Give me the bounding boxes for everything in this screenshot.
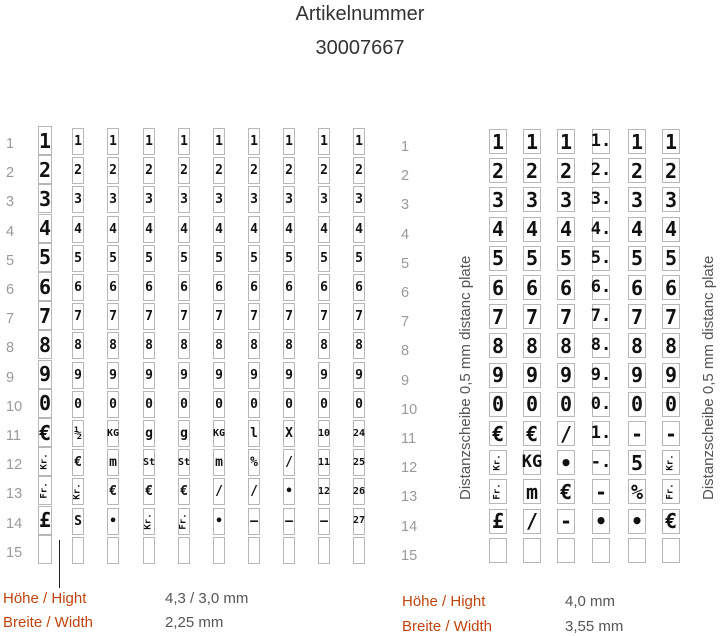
left-band-1-char: € <box>38 418 52 447</box>
right-band-4-char: 0. <box>592 392 610 417</box>
left-band-1-char: Kr. <box>38 447 52 476</box>
left-band-7-char: l <box>248 420 260 447</box>
left-band-6-char: / <box>213 478 225 505</box>
left-band-4-char: 1 <box>143 128 155 155</box>
right-band-5-char: 9 <box>628 363 646 388</box>
left-band-1-char: 7 <box>38 301 52 330</box>
left-band-1-char: 8 <box>38 330 52 359</box>
left-band-10-char: 6 <box>353 274 365 301</box>
right-row-number: 1 <box>401 139 410 155</box>
right-band-1-char: € <box>489 421 507 446</box>
right-band-3-char <box>557 538 575 563</box>
right-band-2-char: m <box>523 479 541 504</box>
left-band-5-char <box>178 537 190 564</box>
right-band-6-char <box>662 538 680 563</box>
left-row-number: 3 <box>6 194 15 211</box>
right-band-5-char: 8 <box>628 333 646 358</box>
left-band-5-char: St <box>178 449 190 476</box>
left-band-2-char: 3 <box>72 186 84 213</box>
right-band-4-char: 2. <box>592 158 610 183</box>
left-band-4-char: 5 <box>143 245 155 272</box>
page-title: Artikelnummer <box>295 3 425 25</box>
left-band-6-char: KG <box>213 420 225 447</box>
left-row-number: 4 <box>6 223 15 240</box>
left-band-7-char: 4 <box>248 216 260 243</box>
right-band-4-char: 5. <box>592 246 610 271</box>
left-band-2-char: 0 <box>72 391 84 418</box>
left-band-4-char: 0 <box>143 391 155 418</box>
left-height-label: Höhe / Hight <box>3 590 87 607</box>
right-band-3-char: 2 <box>557 158 575 183</box>
left-row-number: 14 <box>6 515 23 532</box>
left-band-8-char: 3 <box>283 186 295 213</box>
right-band-1-char <box>489 538 507 563</box>
right-row-number: 6 <box>401 285 410 301</box>
left-band-9-char: 3 <box>318 186 330 213</box>
left-band-5-char: 1 <box>178 128 190 155</box>
left-band-6-char <box>213 537 225 564</box>
left-band-7-char: 5 <box>248 245 260 272</box>
left-row-number: 1 <box>6 136 15 152</box>
left-band-1-char: 9 <box>38 360 52 389</box>
left-band-4-char: 8 <box>143 332 155 359</box>
left-band-4-char: 7 <box>143 303 155 330</box>
right-band-2-char: 8 <box>523 333 541 358</box>
left-band-6-char: 4 <box>213 216 225 243</box>
right-band-3-char: 0 <box>557 392 575 417</box>
left-band-3-char: m <box>107 449 119 476</box>
left-height-value: 4,3 / 3,0 mm <box>165 590 249 607</box>
right-band-1-char: 9 <box>489 363 507 388</box>
left-band-1-char <box>38 535 52 564</box>
left-band-3-char: 5 <box>107 245 119 272</box>
left-band-7-char: % <box>248 449 260 476</box>
left-band-10-char: 4 <box>353 216 365 243</box>
left-band-6-char: 9 <box>213 362 225 389</box>
left-band-2-char: 4 <box>72 216 84 243</box>
right-band-6-char: 1 <box>662 129 680 154</box>
right-row-number: 8 <box>401 343 410 360</box>
right-row-number: 9 <box>401 372 410 389</box>
left-band-2-char: 1 <box>72 128 84 155</box>
right-row-number: 15 <box>401 547 418 564</box>
left-band-7-char: / <box>248 478 260 505</box>
left-band-4-char: 4 <box>143 216 155 243</box>
right-band-5-char: 4 <box>628 217 646 242</box>
right-band-1-char: 2 <box>489 158 507 183</box>
right-band-3-char: 3 <box>557 187 575 212</box>
right-band-5-char: - <box>628 421 646 446</box>
right-band-5-char <box>628 538 646 563</box>
right-row-number: 13 <box>401 489 418 506</box>
right-row-number: 4 <box>401 226 410 243</box>
left-band-10-char: 1 <box>353 128 365 155</box>
left-band-8-char: 1 <box>283 128 295 155</box>
left-band-10-char: 2 <box>353 157 365 184</box>
left-band-3-char: 7 <box>107 303 119 330</box>
left-band-1-char: Fr. <box>38 476 52 505</box>
right-band-3-char: 4 <box>557 217 575 242</box>
left-band-8-char: X <box>283 420 295 447</box>
left-band-2-char: 5 <box>72 245 84 272</box>
left-band-4-char: € <box>143 478 155 505</box>
right-row-number: 2 <box>401 168 410 185</box>
left-band-9-char: 2 <box>318 157 330 184</box>
left-band-4-char: 9 <box>143 362 155 389</box>
right-band-4-char: -. <box>592 450 610 475</box>
right-band-3-char: 5 <box>557 246 575 271</box>
left-band-9-char: – <box>318 508 330 535</box>
left-band-1-char: 5 <box>38 243 52 272</box>
right-band-4-char: 3. <box>592 187 610 212</box>
left-band-6-char: 1 <box>213 128 225 155</box>
right-band-1-char: 7 <box>489 304 507 329</box>
left-band-4-char: 6 <box>143 274 155 301</box>
left-band-2-char: € <box>72 449 84 476</box>
left-band-10-char: 8 <box>353 332 365 359</box>
left-band-7-char: 7 <box>248 303 260 330</box>
left-band-2-char: S <box>72 508 84 535</box>
left-band-9-char: 0 <box>318 391 330 418</box>
right-band-4-char: 4. <box>592 217 610 242</box>
left-band-1-char: 1 <box>38 126 52 155</box>
left-band-2-char: 7 <box>72 303 84 330</box>
right-row-number: 5 <box>401 255 410 272</box>
left-row-number: 9 <box>6 369 15 386</box>
right-band-5-char: 1 <box>628 129 646 154</box>
right-width-label: Breite / Width <box>402 618 493 635</box>
right-band-3-char: € <box>557 479 575 504</box>
right-band-6-char: € <box>662 509 680 534</box>
right-band-4-char: 8. <box>592 333 610 358</box>
right-row-number: 7 <box>401 314 410 331</box>
left-band-6-char: 0 <box>213 391 225 418</box>
left-band-9-char: 11 <box>318 449 330 476</box>
left-band-8-char: / <box>283 449 295 476</box>
left-band-10-char: 5 <box>353 245 365 272</box>
left-band-6-char: 3 <box>213 186 225 213</box>
left-band-10-char <box>353 537 365 564</box>
right-band-2-char: 7 <box>523 304 541 329</box>
left-band-2-char: 6 <box>72 274 84 301</box>
left-band-10-char: 26 <box>353 478 365 505</box>
left-band-1-char: 2 <box>38 155 52 184</box>
right-band-1-char: Fr. <box>489 479 507 504</box>
left-band-3-char: 0 <box>107 391 119 418</box>
left-band-5-char: 3 <box>178 186 190 213</box>
right-row-number: 11 <box>401 431 417 447</box>
left-band-6-char: 2 <box>213 157 225 184</box>
right-band-2-char: 4 <box>523 217 541 242</box>
right-band-6-char: 5 <box>662 246 680 271</box>
left-band-8-char <box>283 537 295 564</box>
left-band-5-char: 0 <box>178 391 190 418</box>
left-band-7-char: 2 <box>248 157 260 184</box>
right-band-2-char <box>523 538 541 563</box>
right-band-2-char: 6 <box>523 275 541 300</box>
left-band-5-char: 7 <box>178 303 190 330</box>
left-band-9-char: 10 <box>318 420 330 447</box>
right-band-4-char: 9. <box>592 363 610 388</box>
right-band-4-char <box>592 538 610 563</box>
right-band-1-char: Kr. <box>489 450 507 475</box>
left-band-2-char: Kr. <box>72 478 84 505</box>
right-band-2-char: 3 <box>523 187 541 212</box>
left-band-7-char <box>248 537 260 564</box>
left-band-8-char: 7 <box>283 303 295 330</box>
right-band-4-char: 1. <box>592 129 610 154</box>
left-band-6-char: 6 <box>213 274 225 301</box>
right-width-value: 3,55 mm <box>565 618 624 635</box>
right-row-number: 10 <box>401 401 418 418</box>
right-band-1-char: 4 <box>489 217 507 242</box>
left-row-number: 2 <box>6 165 15 182</box>
left-band-5-char: 9 <box>178 362 190 389</box>
left-band-2-char: 2 <box>72 157 84 184</box>
left-band-3-char: • <box>107 508 119 535</box>
right-band-6-char: 8 <box>662 333 680 358</box>
right-band-1-char: 8 <box>489 333 507 358</box>
left-band-8-char: 5 <box>283 245 295 272</box>
left-band-2-char: 9 <box>72 362 84 389</box>
left-band-1-char: 6 <box>38 272 52 301</box>
left-band-10-char: 9 <box>353 362 365 389</box>
left-row-number: 13 <box>6 486 23 503</box>
left-band-5-char: g <box>178 420 190 447</box>
left-band-9-char <box>318 537 330 564</box>
left-band-8-char: • <box>283 478 295 505</box>
right-band-3-char: 6 <box>557 275 575 300</box>
right-band-6-char: Kr. <box>662 450 680 475</box>
left-band-3-char: € <box>107 478 119 505</box>
left-band-9-char: 4 <box>318 216 330 243</box>
right-band-6-char: 7 <box>662 304 680 329</box>
left-band-9-char: 1 <box>318 128 330 155</box>
right-band-3-char: • <box>557 450 575 475</box>
left-band-8-char: 6 <box>283 274 295 301</box>
left-band-1-char: 4 <box>38 214 52 243</box>
left-band-5-char: 5 <box>178 245 190 272</box>
left-band-3-char: KG <box>107 420 119 447</box>
right-band-5-char: • <box>628 509 646 534</box>
right-row-number: 12 <box>401 460 418 477</box>
left-band-3-char: 4 <box>107 216 119 243</box>
right-band-2-char: 5 <box>523 246 541 271</box>
left-band-9-char: 12 <box>318 478 330 505</box>
left-band-10-char: 24 <box>353 420 365 447</box>
left-band-3-char: 3 <box>107 186 119 213</box>
right-band-2-char: 0 <box>523 392 541 417</box>
left-band-9-char: 6 <box>318 274 330 301</box>
right-band-6-char: Fr. <box>662 479 680 504</box>
left-row-number: 11 <box>6 428 22 444</box>
right-band-5-char: 2 <box>628 158 646 183</box>
right-band-3-char: 9 <box>557 363 575 388</box>
left-width-value: 2,25 mm <box>165 614 224 631</box>
left-band-8-char: 9 <box>283 362 295 389</box>
right-band-4-char: 6. <box>592 275 610 300</box>
left-band-5-char: 8 <box>178 332 190 359</box>
left-band-8-char: – <box>283 508 295 535</box>
left-band-3-char: 6 <box>107 274 119 301</box>
right-band-4-char: - <box>592 479 610 504</box>
right-row-number: 14 <box>401 518 418 535</box>
right-band-5-char: 3 <box>628 187 646 212</box>
left-band-6-char: 8 <box>213 332 225 359</box>
left-width-label: Breite / Width <box>3 614 94 631</box>
left-band-10-char: 25 <box>353 449 365 476</box>
left-band-7-char: 0 <box>248 391 260 418</box>
right-band-2-char: KG <box>523 450 541 475</box>
left-band-4-char: St <box>143 449 155 476</box>
left-band-7-char: – <box>248 508 260 535</box>
right-band-5-char: 6 <box>628 275 646 300</box>
right-band-2-char: 9 <box>523 363 541 388</box>
left-band-4-char: g <box>143 420 155 447</box>
left-row-number: 6 <box>6 282 15 298</box>
left-band-5-char: 6 <box>178 274 190 301</box>
left-band-4-char: Kr. <box>143 508 155 535</box>
right-band-1-char: 6 <box>489 275 507 300</box>
left-band-2-char: 8 <box>72 332 84 359</box>
left-band-10-char: 7 <box>353 303 365 330</box>
left-band-2-char <box>72 537 84 564</box>
right-band-5-char: 7 <box>628 304 646 329</box>
left-band-9-char: 7 <box>318 303 330 330</box>
right-row-number: 3 <box>401 197 410 214</box>
right-band-1-char: 0 <box>489 392 507 417</box>
left-row-number: 10 <box>6 398 23 415</box>
right-band-5-char: 5 <box>628 450 646 475</box>
distance-plate-label-left: Distanzscheibe 0,5 mm distanc plate <box>457 255 474 500</box>
left-band-6-char: • <box>213 508 225 535</box>
right-band-6-char: 2 <box>662 158 680 183</box>
right-band-1-char: 5 <box>489 246 507 271</box>
left-band-3-char: 9 <box>107 362 119 389</box>
left-band-3-char <box>107 537 119 564</box>
right-band-3-char: 7 <box>557 304 575 329</box>
right-band-6-char: 6 <box>662 275 680 300</box>
left-band-6-char: m <box>213 449 225 476</box>
right-band-6-char: 4 <box>662 217 680 242</box>
left-band-7-char: 1 <box>248 128 260 155</box>
left-band-5-char: 4 <box>178 216 190 243</box>
right-band-6-char: - <box>662 421 680 446</box>
left-band-7-char: 9 <box>248 362 260 389</box>
left-row-number: 15 <box>6 544 23 561</box>
left-row-number: 7 <box>6 311 15 328</box>
right-band-4-char: 7. <box>592 304 610 329</box>
left-band-5-char: Fr. <box>178 508 190 535</box>
left-band-9-char: 8 <box>318 332 330 359</box>
left-band-9-char: 9 <box>318 362 330 389</box>
left-band-4-char: 3 <box>143 186 155 213</box>
left-band-3-char: 2 <box>107 157 119 184</box>
left-row-number: 5 <box>6 252 15 269</box>
right-band-6-char: 9 <box>662 363 680 388</box>
left-band-8-char: 2 <box>283 157 295 184</box>
left-band-8-char: 4 <box>283 216 295 243</box>
right-band-1-char: 1 <box>489 129 507 154</box>
right-band-3-char: / <box>557 421 575 446</box>
left-band-8-char: 0 <box>283 391 295 418</box>
left-band-4-char <box>143 537 155 564</box>
left-band-2-char: ½ <box>72 420 84 447</box>
right-band-1-char: 3 <box>489 187 507 212</box>
right-band-6-char: 0 <box>662 392 680 417</box>
right-height-label: Höhe / Hight <box>402 593 486 610</box>
height-pointer-line <box>59 540 60 588</box>
right-band-4-char: • <box>592 509 610 534</box>
right-band-2-char: 2 <box>523 158 541 183</box>
left-band-3-char: 8 <box>107 332 119 359</box>
left-band-1-char: 3 <box>38 184 52 213</box>
right-band-5-char: 0 <box>628 392 646 417</box>
right-band-6-char: 3 <box>662 187 680 212</box>
right-band-2-char: / <box>523 509 541 534</box>
right-band-3-char: 8 <box>557 333 575 358</box>
left-band-7-char: 8 <box>248 332 260 359</box>
left-band-1-char: £ <box>38 506 52 535</box>
right-band-2-char: 1 <box>523 129 541 154</box>
left-row-number: 12 <box>6 457 23 474</box>
distance-plate-label-right: Distanzscheibe 0,5 mm distanc plate <box>700 255 717 500</box>
left-band-10-char: 0 <box>353 391 365 418</box>
left-row-number: 8 <box>6 340 15 357</box>
right-height-value: 4,0 mm <box>565 593 616 610</box>
right-band-5-char: 5 <box>628 246 646 271</box>
left-band-5-char: € <box>178 478 190 505</box>
left-band-7-char: 6 <box>248 274 260 301</box>
left-band-10-char: 3 <box>353 186 365 213</box>
right-band-2-char: € <box>523 421 541 446</box>
left-band-7-char: 3 <box>248 186 260 213</box>
left-band-4-char: 2 <box>143 157 155 184</box>
article-number: 30007667 <box>315 37 405 59</box>
left-band-5-char: 2 <box>178 157 190 184</box>
right-band-5-char: % <box>628 479 646 504</box>
right-band-3-char: 1 <box>557 129 575 154</box>
right-band-3-char: - <box>557 509 575 534</box>
left-band-3-char: 1 <box>107 128 119 155</box>
left-band-6-char: 7 <box>213 303 225 330</box>
left-band-9-char: 5 <box>318 245 330 272</box>
left-band-10-char: 27 <box>353 508 365 535</box>
right-band-4-char: 1. <box>592 421 610 446</box>
left-band-6-char: 5 <box>213 245 225 272</box>
left-band-8-char: 8 <box>283 332 295 359</box>
right-band-1-char: £ <box>489 509 507 534</box>
left-band-1-char: 0 <box>38 389 52 418</box>
